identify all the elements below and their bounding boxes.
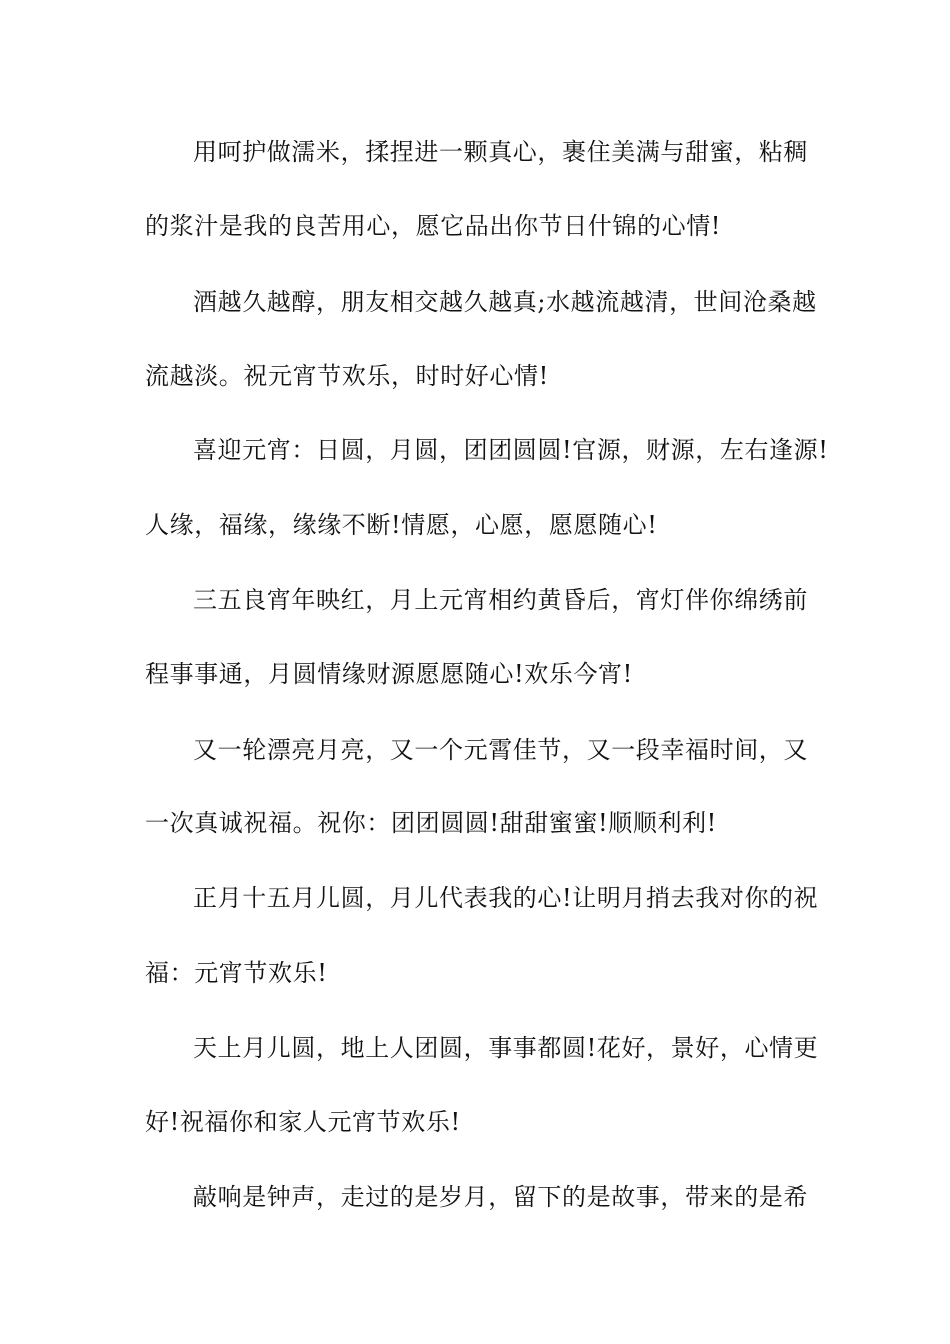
paragraph-2-line-2: 流越淡。祝元宵节欢乐，时时好心情! [145, 362, 549, 390]
paragraph-7-line-1: 天上月儿圆，地上人团圆，事事都圆!花好，景好，心情更 [193, 1034, 819, 1062]
paragraph-4-line-1: 三五良宵年映红，月上元宵相约黄昏后，宵灯伴你绵绣前 [193, 586, 808, 614]
paragraph-8-line-1: 敲响是钟声，走过的是岁月，留下的是故事，带来的是希 [193, 1183, 808, 1211]
paragraph-6-line-1: 正月十五月儿圆，月儿代表我的心!让明月捎去我对你的祝 [193, 884, 819, 912]
paragraph-4-line-2: 程事事通，月圆情缘财源愿愿随心!欢乐今宵! [145, 660, 633, 688]
paragraph-7-line-2: 好!祝福你和家人元宵节欢乐! [145, 1108, 461, 1136]
paragraph-1-line-2: 的浆汁是我的良苦用心，愿它品出你节日什锦的心情! [145, 212, 722, 240]
paragraph-5-line-1: 又一轮漂亮月亮，又一个元霄佳节，又一段幸福时间，又 [193, 736, 808, 764]
paragraph-2-line-1: 酒越久越醇，朋友相交越久越真;水越流越清，世间沧桑越 [193, 288, 817, 316]
paragraph-1-line-1: 用呵护做濡米，揉捏进一颗真心，裹住美满与甜蜜，粘稠 [193, 138, 808, 166]
paragraph-6-line-2: 福：元宵节欢乐! [145, 959, 328, 987]
paragraph-3-line-2: 人缘，福缘，缘缘不断!情愿，心愿，愿愿随心! [145, 511, 658, 539]
paragraph-3-line-1: 喜迎元宵：日圆，月圆，团团圆圆!官源，财源，左右逢源! [193, 436, 829, 464]
paragraph-5-line-2: 一次真诚祝福。祝你：团团圆圆!甜甜蜜蜜!顺顺利利! [145, 809, 717, 837]
